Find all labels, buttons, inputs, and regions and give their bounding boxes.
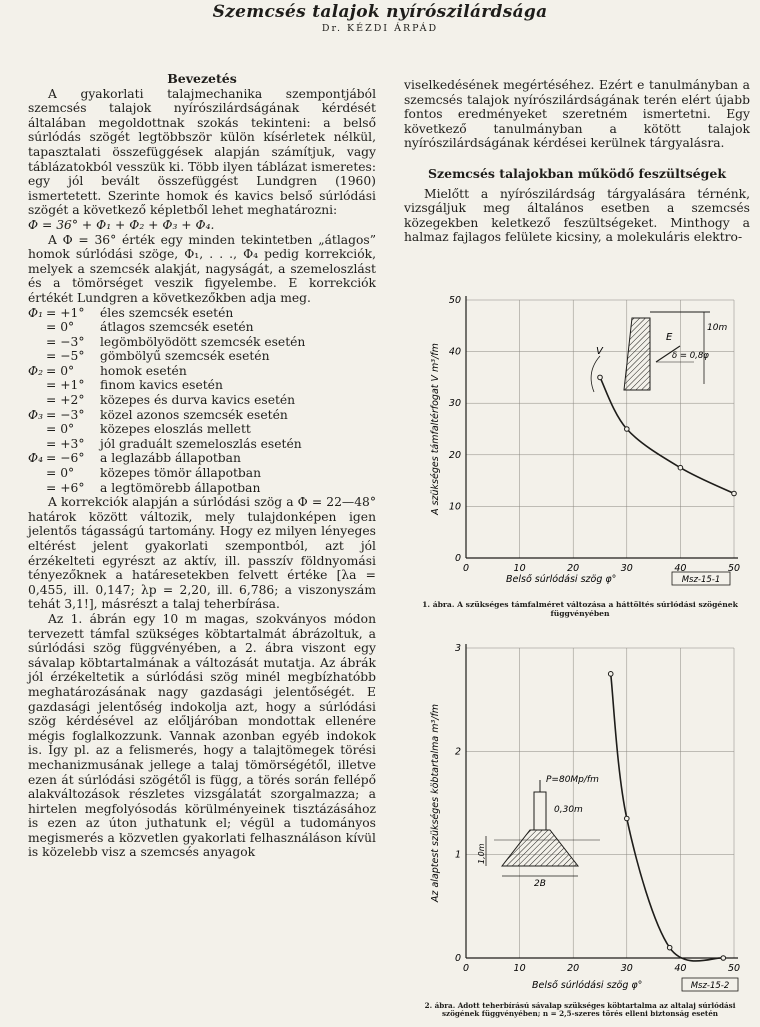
correction-row [28,378,376,393]
figure-1-x-axis-label: Belső súrlódási szög φ° [506,574,617,585]
figure-1-chart [404,282,754,598]
data-point [608,672,613,677]
data-point [721,956,726,961]
figure-1-grid [466,300,734,558]
data-point [732,491,737,496]
y-tick-label: 1 [454,849,461,861]
correction-symbol [28,393,46,408]
correction-symbol [28,378,46,393]
correction-symbol [28,320,46,335]
correction-value: = 0° [46,320,75,335]
figure-1-inset-height-label: 10m [707,323,728,333]
correction-row [28,481,376,496]
x-tick-label: 50 [727,963,741,974]
correction-symbol [28,481,46,496]
paragraph: Mielőtt a nyírószilárdság tárgyalására térnénk, vizsgáljuk meg általános esetben a szemcsés közegekben keletkező feszültségeket. Minthogy a halmaz fajlagos felülete kicsiny, a molekuláris elektro- [404,186,750,245]
correction-symbol: Φ₁ [28,305,44,320]
paragraph: Az 1. ábrán egy 10 m magas, szokványos módon tervezett támfal szükséges köbtartalmát ábrázoltuk, a súrlódási szög függvényében, a 2. ábra viszont egy sávalap köbtartalmának a változását mutatja. Az ábrák jól érzékeltetik a súrlódási szög minél megbízhatóbb meghatározásának nagy gazdasági jelentőségét. E gazdasági jelentőség indokolja azt, hogy a súrlódási szög kérdésével az előljáróban mondottak ellenére mégis foglalkozzunk. Vannak azonban egyéb indokok is. Így pl. az a felismerés, hogy a talajtömegek törési mechanizmusának jellege a talaj tömörségétől, illetve ezen át súrlódási szögétől is függ, a törés során fellépő alakváltozások részletes vizsgálatát szorgalmazza; a hirtelen megfolyósodás körülményeinek tisztázásához is ezen az úton juthatunk el; végül a tudományos megismerés a közvetlen gyakorlati felhasználáson kívül is közelebb visz a szemcsés anyagok [28,611,376,860]
correction-row [28,393,376,408]
article-title: Szemcsés talajok nyírószilárdsága [212,2,548,22]
y-tick-label: 2 [454,746,461,758]
correction-description: homok esetén [100,363,187,378]
figure-2-ticks [455,643,740,974]
figure-2-y-axis-label: Az alaptest szükséges köbtartalma m³/fm [430,703,441,903]
x-tick-label: 10 [513,963,526,974]
correction-symbol [28,466,46,481]
figure-2-inset-depth-label: 1,0m [477,843,486,864]
figure-1-inset-force-label: E [666,332,673,343]
correction-symbol [28,422,46,437]
correction-description: közepes és durva kavics esetén [100,393,296,408]
figure-1-axes [466,296,738,558]
x-tick-label: 30 [620,563,633,574]
correction-value: = +1° [46,305,85,320]
data-point [625,427,630,432]
correction-description: a leglazább állapotban [100,451,241,466]
correction-description: közepes tömör állapotban [100,466,262,481]
y-tick-label: 40 [448,346,461,358]
figure-1-y-axis-label: A szükséges támfaltérfogat V m³/fm [430,343,441,515]
x-tick-label: 10 [513,563,526,574]
y-tick-label: 0 [454,553,461,564]
correction-description: közel azonos szemcsék esetén [100,407,288,422]
correction-list [28,306,376,496]
correction-row [28,466,376,481]
section-heading-stresses: Szemcsés talajokban működő feszültségek [428,165,726,181]
figure-2-axes [466,644,738,958]
section-heading-introduction: Bevezetés [167,71,237,86]
correction-description: finom kavics esetén [100,378,223,393]
figure-2-inset-width-label: 0,30m [554,805,583,815]
correction-symbol [28,335,46,350]
figure-2-x-axis-label: Belső súrlódási szög φ° [532,980,643,991]
correction-row [28,364,376,379]
figure-2-tag: Msz-15-2 [690,981,730,991]
correction-description: gömbölyű szemcsék esetén [100,349,270,364]
paragraph: A Φ = 36° érték egy minden tekintetben „átlagos” homok súrlódási szöge, Φ₁, . . ., Φ₄ pedig korrekciók, melyek a szemcsék alakját, nagyságát, a szemeloszlást és a tömörséget veszik figyelembe. E korrekciók értékét Lundgren a következőkben adja meg. [28,232,376,305]
figure-1-series-line [600,377,734,493]
figure-1-inset-curve-label: V [596,346,603,357]
x-tick-label: 40 [674,563,687,574]
correction-value: = −5° [46,349,85,364]
data-point [667,945,672,950]
figure-1-points [598,375,737,496]
correction-symbol [28,437,46,452]
y-tick-label: 50 [448,295,461,306]
correction-description: átlagos szemcsék esetén [100,320,254,335]
figure-2-chart [404,640,754,1000]
x-tick-label: 50 [727,563,741,574]
x-tick-label: 40 [674,963,687,974]
figure-2-grid [466,648,734,958]
figure-2-inset-load-label: P=80Mp/fm [546,775,599,785]
correction-value: = 0° [46,363,75,378]
data-point [625,816,630,821]
y-tick-label: 20 [448,449,461,461]
correction-row [28,335,376,350]
correction-row [28,451,376,466]
x-tick-label: 30 [620,963,633,974]
correction-value: = +6° [46,480,85,495]
figure-1-ticks [449,295,740,574]
data-point [598,375,603,380]
paragraph: A korrekciók alapján a súrlódási szög a Φ = 22—48° határok között változik, mely tulajdonképen igen jelentős tágasságú tartomány. Hogy ez milyen lényeges eltérést jelent gyakorlati szempontból, azt jól érzékelteti egyrészt az aktív, ill. passzív földnyomási tényezőknek a határesetekben felvett értéke [λa = 0,455, ill. 0,147; λp = 2,20, ill. 6,786; a viszonyszám tehát 3,1!], másrészt a talaj teherbírása. [28,495,376,612]
y-tick-label: 0 [454,953,461,964]
correction-value: = 0° [46,466,75,481]
correction-value: = −3° [46,407,85,422]
figure-1-curve-pointer [591,356,600,392]
figure-1-inset-angle-label: δ = 0,8φ [672,351,709,361]
figure-1-tag: Msz-15-1 [681,575,721,585]
correction-symbol: Φ₃ [28,407,44,422]
correction-value: = +1° [46,378,85,393]
correction-value: = 0° [46,422,75,437]
correction-row [28,306,376,321]
correction-value: = +2° [46,393,85,408]
x-tick-label: 20 [567,963,580,974]
x-tick-label: 20 [567,563,580,574]
formula: Φ = 36° + Φ₁ + Φ₂ + Φ₃ + Φ₄. [28,217,215,232]
x-tick-label: 0 [462,963,470,974]
correction-row [28,437,376,452]
correction-row [28,349,376,364]
y-tick-label: 3 [454,643,461,654]
figure-2-caption: 2. ábra. Adott teherbírású sávalap szükséges köbtartalma az altalaj súrlódási szögének függvényében; n = 2,5-szeres törés elleni biztonság esetén [424,1001,736,1019]
correction-description: közepes eloszlás mellett [100,422,251,437]
paragraph: viselkedésének megértéséhez. Ezért e tanulmányban a szemcsés talajok nyírószilárdságának terén elért újabb fontos eredményeket szeretném ismertetni. Egy következő tanulmányban a kötött talajok nyírószilárdságának kérdései kerülnek tárgyalásra. [404,78,750,151]
correction-value: = −3° [46,334,85,349]
figure-2-inset-footing [486,780,600,876]
correction-symbol [28,349,46,364]
figure-2-inset-base-label: 2B [534,879,546,889]
correction-value: = +3° [46,436,85,451]
correction-row [28,422,376,437]
right-column [404,78,750,245]
y-tick-label: 30 [448,398,461,410]
left-column [28,72,376,860]
correction-symbol: Φ₂ [28,363,44,378]
figure-2-points [608,672,725,961]
correction-description: a legtömörebb állapotban [100,480,261,495]
article-author: Dr. KÉZDI ÁRPÁD [321,23,439,34]
correction-description: éles szemcsék esetén [100,305,234,320]
correction-symbol: Φ₄ [28,451,44,466]
correction-value: = −6° [46,451,85,466]
correction-row [28,408,376,423]
paragraph: A gyakorlati talajmechanika szempontjából szemcsés talajok nyírószilárdságának kérdését általában megoldottnak szokás tekinteni: a belső súrlódás szögét legtöbbször külön kísérletek nélkül, tapasztalati összefüggések alapján számítjuk, vagy táblázatokból vesszük ki. Több ilyen táblázat ismeretes: egy jól bevált összefüggést Lundgren (1960) ismertetett. Szerinte homok és kavics belső súrlódási szögét a következő képletből lehet meghatározni: [28,86,376,218]
y-tick-label: 10 [448,501,461,513]
x-tick-label: 0 [462,563,470,574]
correction-row [28,320,376,335]
data-point [678,465,683,470]
correction-description: legömbölyödött szemcsék esetén [100,334,306,349]
figure-1-caption: 1. ábra. A szükséges támfalméret változása a háttöltés súrlódási szögének függvényében [422,600,738,618]
correction-description: jól graduált szemeloszlás esetén [100,436,302,451]
